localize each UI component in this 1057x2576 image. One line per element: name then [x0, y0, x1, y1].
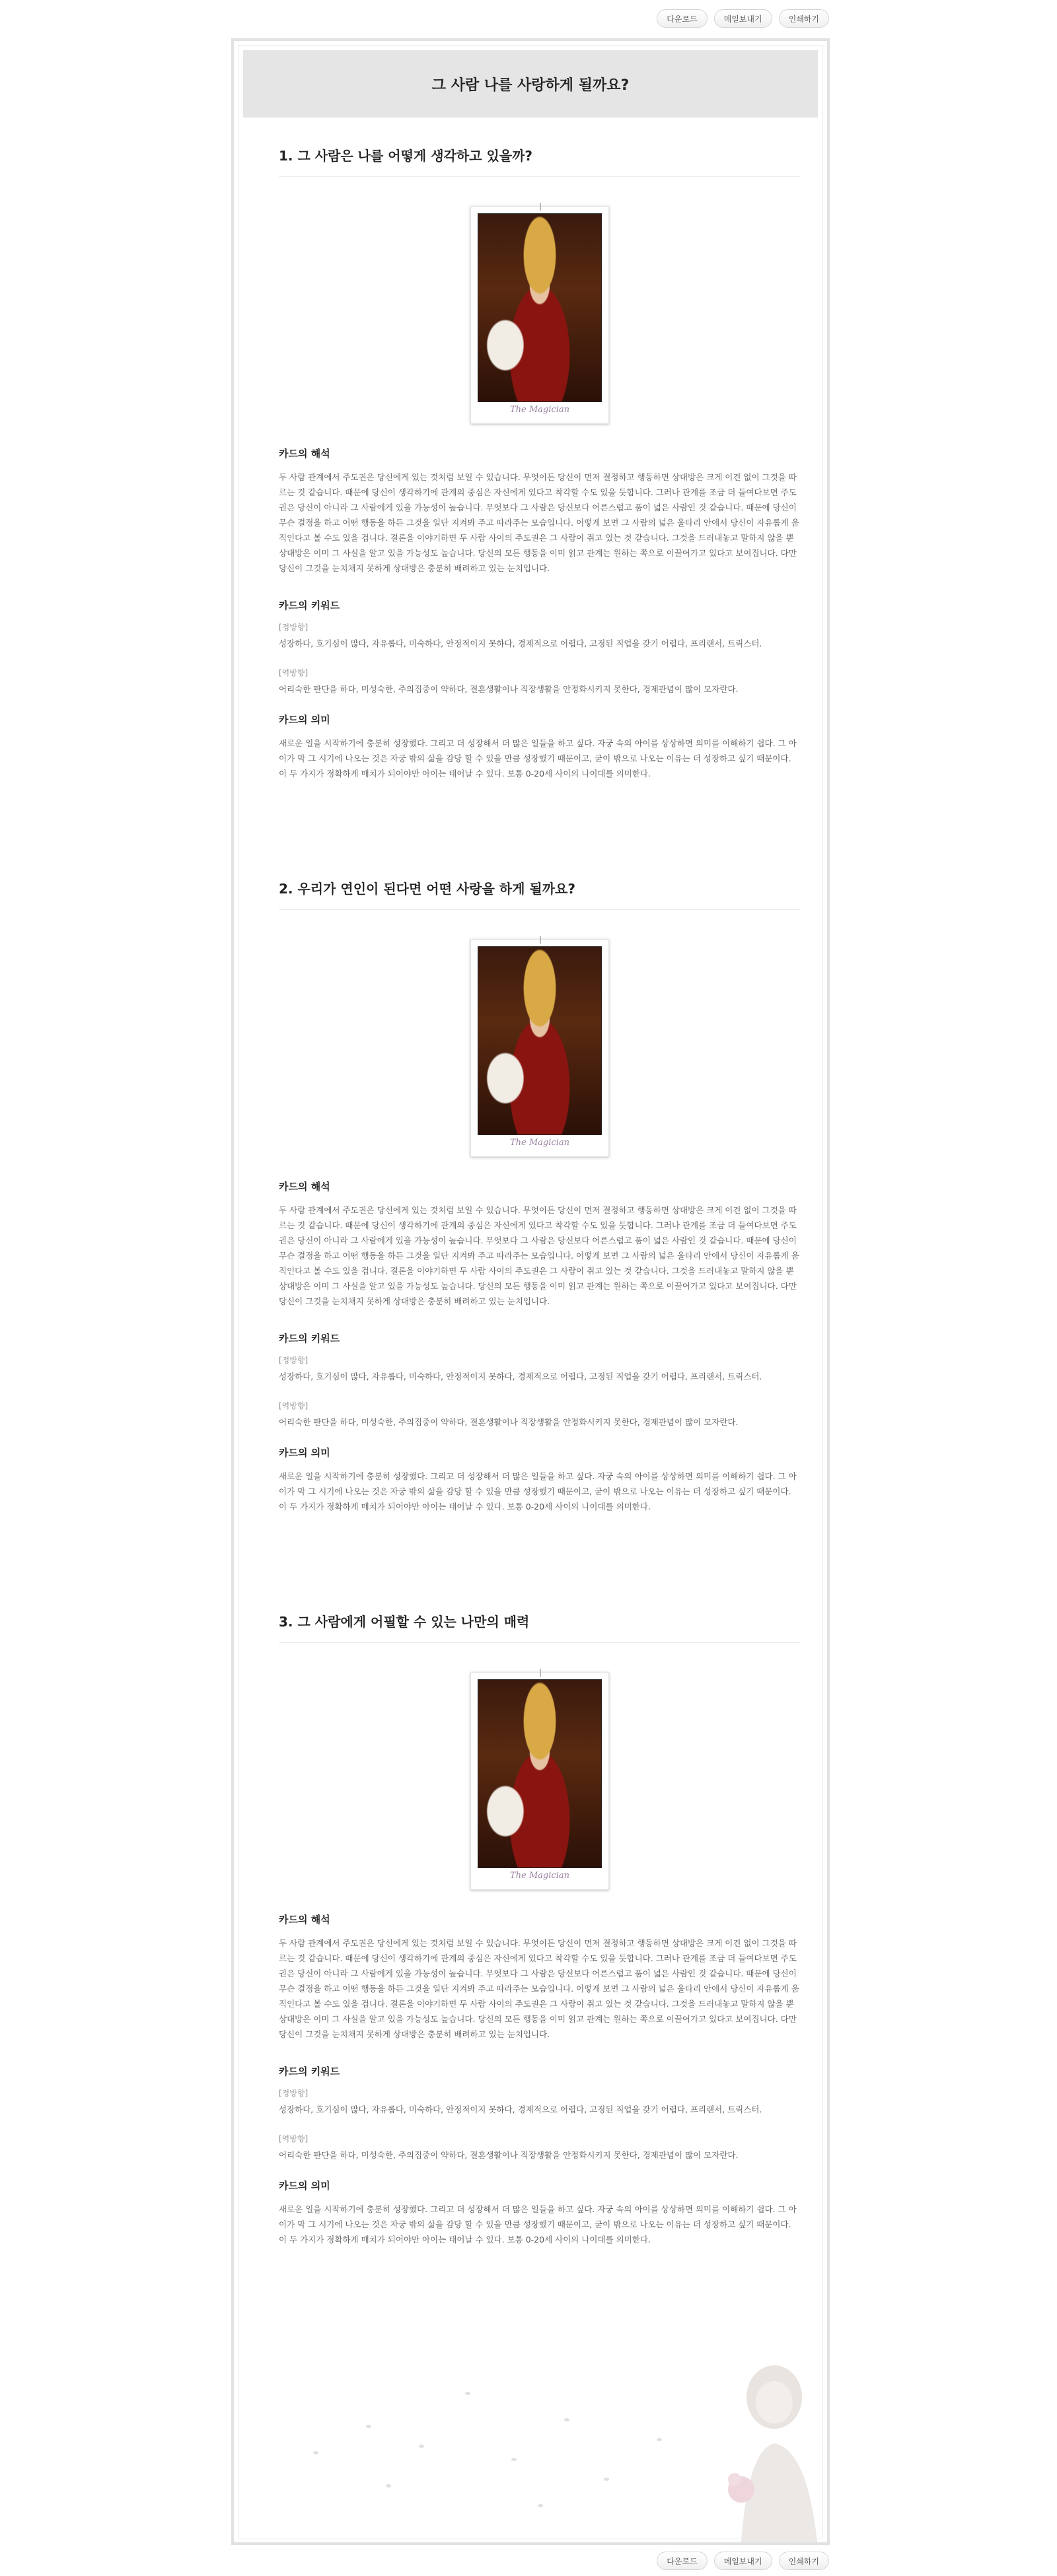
- page-header: [243, 50, 818, 118]
- section-2: [279, 878, 801, 1537]
- card-pin: [540, 203, 541, 211]
- upright-label: [정방향]: [279, 1356, 309, 1365]
- upright-keywords: 성장하다, 호기심이 많다, 자유롭다, 미숙하다, 안정적이지 못하다, 경제적으로 어렵다, 고정된 직업을 갖기 어렵다, 프리랜서, 트릭스터.: [279, 1372, 762, 1381]
- reversed-keywords: 어리숙한 판단을 하다, 미성숙한, 주의집중이 약하다, 결혼생활이나 직장생활을 안정화시키지 못한다, 경제관념이 많이 모자란다.: [279, 684, 739, 694]
- page-title: 그 사람 나를 사랑하게 될까요?: [431, 77, 630, 94]
- card-caption: The Magician: [510, 405, 569, 415]
- interpretation-heading: 카드의 해석: [279, 448, 330, 460]
- upright-label: [정방향]: [279, 623, 309, 632]
- petal-decoration: [465, 2392, 470, 2395]
- section-3: [279, 1611, 801, 2270]
- print-button[interactable]: 인쇄하기: [779, 2552, 829, 2570]
- download-button[interactable]: 다운로드: [657, 9, 707, 28]
- print-button[interactable]: 인쇄하기: [779, 9, 829, 28]
- petal-decoration: [419, 2445, 424, 2448]
- card-caption: The Magician: [510, 1871, 569, 1881]
- petal-decoration: [366, 2425, 371, 2428]
- reversed-label: [역방향]: [279, 2134, 309, 2143]
- petal-decoration: [564, 2418, 569, 2421]
- petal-decoration: [511, 2458, 517, 2461]
- reversed-label: [역방향]: [279, 1401, 309, 1410]
- email-button[interactable]: 메일보내기: [714, 2552, 772, 2570]
- upright-label: [정방향]: [279, 2089, 309, 2098]
- meaning-text: 새로운 일을 시작하기에 충분히 성장했다. 그리고 더 성장해서 더 많은 일들을 하고 싶다. 자궁 속의 아이를 상상하면 의미를 이해하기 쉽다. 그 아이가 막 그 시기에 나오는 것은 자궁 밖의 삶을 감당 할 수 있을 만큼 성장했기 때문이고, 굳이 밖으로 나오는 이유는 더 성장하고 싶기 때문이다. 이 두 가지가 정확하게 매치가 되어야만 아이는 태어날 수 있다. 보통 0-20세 사이의 나이대를 의미한다.: [279, 738, 797, 779]
- tarot-card: [470, 206, 609, 424]
- interpretation-text: 두 사람 관계에서 주도권은 당신에게 있는 것처럼 보일 수 있습니다. 무엇이든 당신이 먼저 결정하고 행동하면 상대방은 크게 이견 없이 그것을 따르는 것 같습니다. 때문에 당신이 생각하기에 관계의 중심은 자신에게 있다고 착각할 수도 있을 듯합니다. 그러나 관계를 조금 더 들여다보면 주도권은 당신이 아니라 그 사람에게 있을 가능성이 높습니다. 무엇보다 그 사람은 당신보다 어른스럽고 품이 넓은 사람인 것 같습니다. 때문에 당신이 무슨 결정을 하고 어떤 행동을 하든 그것을 일단 지켜봐 주고 따라주는 모습입니다. 어떻게 보면 그 사람의 넓은 울타리 안에서 당신이 자유롭게 움직인다고 볼 수도 있을 겁니다. 결론을 이야기하면 두 사람 사이의 주도권은 그 사람이 쥐고 있는 것 같습니다. 그것을 드러내놓고 말하지 않을 뿐 상대방은 이미 그 사실을 알고 있을 가능성도 높습니다. 당신의 모든 행동을 이미 읽고 관계는 원하는 쪽으로 이끌어가고 있다고 보여집니다. 다만 당신이 그것을 눈치채지 못하게 상대방은 충분히 배려하고 있는 눈치입니다.: [279, 1938, 799, 2039]
- upright-keywords: 성장하다, 호기심이 많다, 자유롭다, 미숙하다, 안정적이지 못하다, 경제적으로 어렵다, 고정된 직업을 갖기 어렵다, 프리랜서, 트릭스터.: [279, 639, 762, 648]
- reversed-label: [역방향]: [279, 668, 309, 678]
- download-button[interactable]: 다운로드: [657, 2552, 707, 2570]
- reversed-keywords: 어리숙한 판단을 하다, 미성숙한, 주의집중이 약하다, 결혼생활이나 직장생활을 안정화시키지 못한다, 경제관념이 많이 모자란다.: [279, 1417, 739, 1427]
- interpretation-heading: 카드의 해석: [279, 1181, 330, 1193]
- petal-decoration: [657, 2438, 662, 2441]
- top-toolbar: [657, 9, 829, 28]
- interpretation-text: 두 사람 관계에서 주도권은 당신에게 있는 것처럼 보일 수 있습니다. 무엇이든 당신이 먼저 결정하고 행동하면 상대방은 크게 이견 없이 그것을 따르는 것 같습니다. 때문에 당신이 생각하기에 관계의 중심은 자신에게 있다고 착각할 수도 있을 듯합니다. 그러나 관계를 조금 더 들여다보면 주도권은 당신이 아니라 그 사람에게 있을 가능성이 높습니다. 무엇보다 그 사람은 당신보다 어른스럽고 품이 넓은 사람인 것 같습니다. 때문에 당신이 무슨 결정을 하고 어떤 행동을 하든 그것을 일단 지켜봐 주고 따라주는 모습입니다. 어떻게 보면 그 사람의 넓은 울타리 안에서 당신이 자유롭게 움직인다고 볼 수도 있을 겁니다. 결론을 이야기하면 두 사람 사이의 주도권은 그 사람이 쥐고 있는 것 같습니다. 그것을 드러내놓고 말하지 않을 뿐 상대방은 이미 그 사실을 알고 있을 가능성도 높습니다. 당신의 모든 행동을 이미 읽고 관계는 원하는 쪽으로 이끌어가고 있다고 보여집니다. 다만 당신이 그것을 눈치채지 못하게 상대방은 충분히 배려하고 있는 눈치입니다.: [279, 1205, 799, 1306]
- petal-decoration: [538, 2504, 543, 2507]
- card-pin: [540, 936, 541, 944]
- section-1: [279, 145, 801, 804]
- bottom-toolbar: [657, 2552, 829, 2570]
- card-pin: [540, 1669, 541, 1677]
- interpretation-heading: 카드의 해석: [279, 1914, 330, 1926]
- result-frame: [231, 38, 830, 2545]
- petal-decoration: [604, 2478, 609, 2481]
- question-title: 1. 그 사람은 나를 어떻게 생각하고 있을까?: [279, 145, 801, 177]
- question-title: 3. 그 사람에게 어필할 수 있는 나만의 매력: [279, 1611, 801, 1643]
- reversed-keywords: 어리숙한 판단을 하다, 미성숙한, 주의집중이 약하다, 결혼생활이나 직장생활을 안정화시키지 못한다, 경제관념이 많이 모자란다.: [279, 2150, 739, 2160]
- email-button[interactable]: 메일보내기: [714, 9, 772, 28]
- petal-decoration: [313, 2451, 318, 2454]
- card-image: [478, 946, 602, 1135]
- card-image: [478, 1679, 602, 1868]
- card-image: [478, 213, 602, 402]
- tarot-card: [470, 1672, 609, 1890]
- tarot-card: [470, 939, 609, 1157]
- keyword-heading: 카드의 키워드: [279, 1333, 340, 1344]
- keyword-heading: 카드의 키워드: [279, 600, 340, 611]
- girl-illustration: [702, 2351, 827, 2542]
- interpretation-text: 두 사람 관계에서 주도권은 당신에게 있는 것처럼 보일 수 있습니다. 무엇이든 당신이 먼저 결정하고 행동하면 상대방은 크게 이견 없이 그것을 따르는 것 같습니다. 때문에 당신이 생각하기에 관계의 중심은 자신에게 있다고 착각할 수도 있을 듯합니다. 그러나 관계를 조금 더 들여다보면 주도권은 당신이 아니라 그 사람에게 있을 가능성이 높습니다. 무엇보다 그 사람은 당신보다 어른스럽고 품이 넓은 사람인 것 같습니다. 때문에 당신이 무슨 결정을 하고 어떤 행동을 하든 그것을 일단 지켜봐 주고 따라주는 모습입니다. 어떻게 보면 그 사람의 넓은 울타리 안에서 당신이 자유롭게 움직인다고 볼 수도 있을 겁니다. 결론을 이야기하면 두 사람 사이의 주도권은 그 사람이 쥐고 있는 것 같습니다. 그것을 드러내놓고 말하지 않을 뿐 상대방은 이미 그 사실을 알고 있을 가능성도 높습니다. 당신의 모든 행동을 이미 읽고 관계는 원하는 쪽으로 이끌어가고 있다고 보여집니다. 다만 당신이 그것을 눈치채지 못하게 상대방은 충분히 배려하고 있는 눈치입니다.: [279, 472, 799, 573]
- meaning-heading: 카드의 의미: [279, 714, 330, 726]
- card-caption: The Magician: [510, 1138, 569, 1148]
- question-title: 2. 우리가 연인이 된다면 어떤 사랑을 하게 될까요?: [279, 878, 801, 910]
- meaning-text: 새로운 일을 시작하기에 충분히 성장했다. 그리고 더 성장해서 더 많은 일들을 하고 싶다. 자궁 속의 아이를 상상하면 의미를 이해하기 쉽다. 그 아이가 막 그 시기에 나오는 것은 자궁 밖의 삶을 감당 할 수 있을 만큼 성장했기 때문이고, 굳이 밖으로 나오는 이유는 더 성장하고 싶기 때문이다. 이 두 가지가 정확하게 매치가 되어야만 아이는 태어날 수 있다. 보통 0-20세 사이의 나이대를 의미한다.: [279, 1471, 797, 1512]
- upright-keywords: 성장하다, 호기심이 많다, 자유롭다, 미숙하다, 안정적이지 못하다, 경제적으로 어렵다, 고정된 직업을 갖기 어렵다, 프리랜서, 트릭스터.: [279, 2105, 762, 2114]
- meaning-heading: 카드의 의미: [279, 1447, 330, 1459]
- meaning-heading: 카드의 의미: [279, 2180, 330, 2192]
- keyword-heading: 카드의 키워드: [279, 2066, 340, 2077]
- petal-decoration: [386, 2484, 391, 2488]
- meaning-text: 새로운 일을 시작하기에 충분히 성장했다. 그리고 더 성장해서 더 많은 일들을 하고 싶다. 자궁 속의 아이를 상상하면 의미를 이해하기 쉽다. 그 아이가 막 그 시기에 나오는 것은 자궁 밖의 삶을 감당 할 수 있을 만큼 성장했기 때문이고, 굳이 밖으로 나오는 이유는 더 성장하고 싶기 때문이다. 이 두 가지가 정확하게 매치가 되어야만 아이는 태어날 수 있다. 보통 0-20세 사이의 나이대를 의미한다.: [279, 2204, 797, 2245]
